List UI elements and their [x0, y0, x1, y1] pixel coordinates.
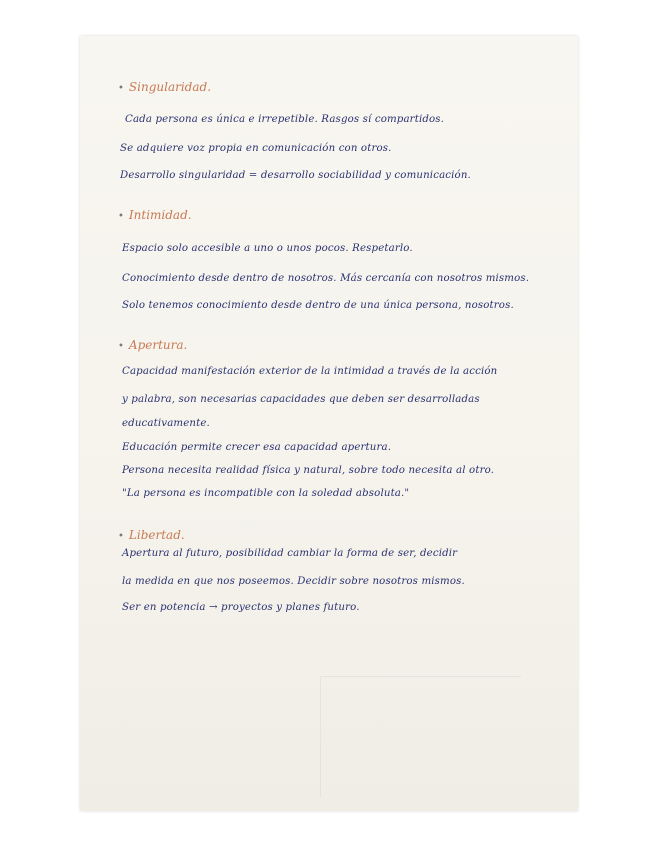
note-line: y palabra, son necesarias capacidades que deben ser desarrolladas [122, 394, 480, 405]
section-heading [118, 528, 185, 542]
bullet-icon: • [118, 341, 124, 352]
section-heading [118, 338, 187, 352]
note-line: Cada persona es única e irrepetible. Rasgos sí compartidos. [125, 114, 445, 125]
section-heading [118, 208, 192, 222]
bullet-icon: • [118, 211, 124, 222]
note-line: Ser en potencia → proyectos y planes futuro. [122, 602, 360, 613]
heading-text: Libertad. [128, 528, 185, 542]
note-line: educativamente. [122, 418, 210, 429]
heading-text: Apertura. [128, 338, 188, 352]
note-line: Educación permite crecer esa capacidad apertura. [122, 442, 392, 453]
note-line: Capacidad manifestación exterior de la intimidad a través de la acción [122, 366, 498, 377]
bullet-icon: • [118, 531, 124, 542]
note-line: la medida en que nos poseemos. Decidir sobre nosotros mismos. [122, 576, 465, 587]
bullet-icon: • [118, 83, 124, 94]
heading-text: Singularidad. [128, 80, 212, 94]
note-line: Conocimiento desde dentro de nosotros. Más cercanía con nosotros mismos. [122, 273, 530, 284]
notebook-page [80, 36, 578, 811]
note-line: Se adquiere voz propia en comunicación con otros. [120, 143, 392, 154]
note-line: "La persona es incompatible con la soledad absoluta." [122, 488, 410, 499]
note-line: Persona necesita realidad física y natural, sobre todo necesita al otro. [122, 465, 495, 476]
note-line: Apertura al futuro, posibilidad cambiar la forma de ser, decidir [122, 548, 458, 559]
heading-text: Intimidad. [128, 208, 192, 222]
section-heading [118, 80, 211, 94]
note-line: Espacio solo accesible a uno o unos pocos. Respetarlo. [122, 243, 413, 254]
bleed-through-shadow [320, 676, 521, 797]
note-line: Solo tenemos conocimiento desde dentro de una única persona, nosotros. [122, 300, 514, 311]
note-line: Desarrollo singularidad = desarrollo sociabilidad y comunicación. [120, 170, 471, 181]
